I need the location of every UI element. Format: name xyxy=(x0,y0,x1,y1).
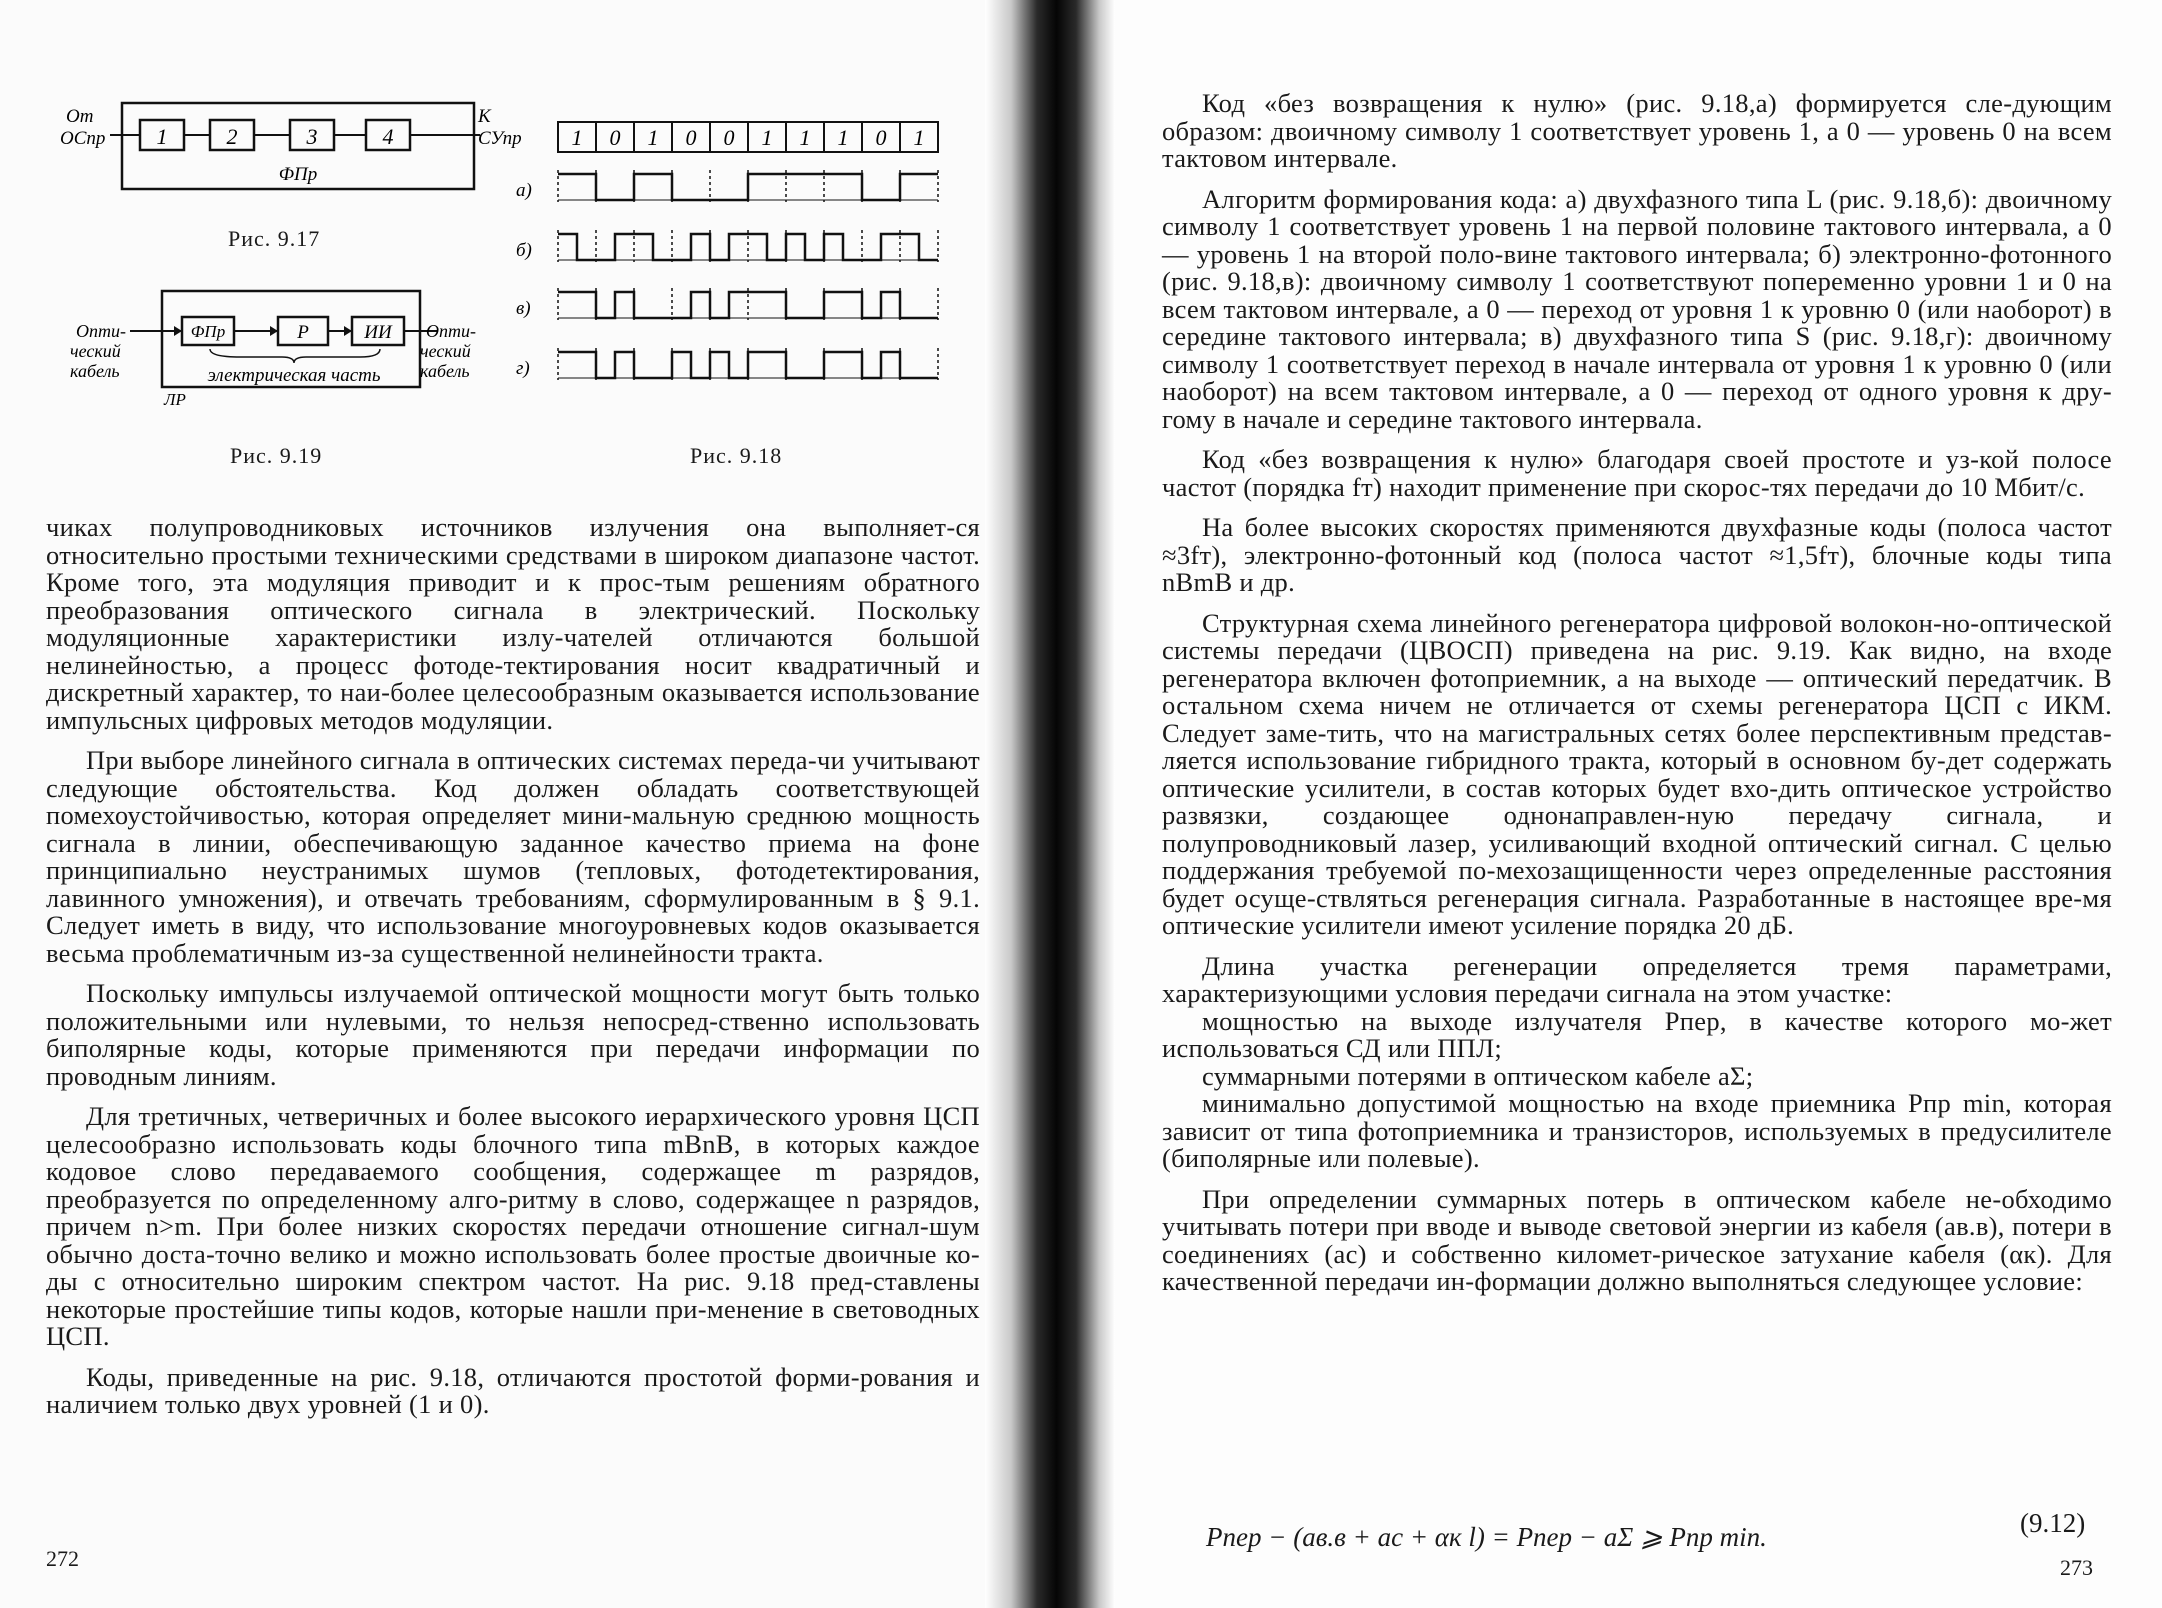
right-page-number: 273 xyxy=(2060,1555,2093,1580)
fig-9-19-right-label-2: ческий xyxy=(420,341,471,361)
right-body-text xyxy=(1162,90,2112,1296)
fig-9-17-input-label-top: От xyxy=(66,106,94,127)
fig-9-17-input-label-bottom: ОСпр xyxy=(60,128,106,149)
fig-9-17-block-3-label: 3 xyxy=(306,124,318,149)
fig-9-18-row-label: а) xyxy=(516,180,532,201)
fig-9-18-bit-label: 1 xyxy=(761,125,773,150)
fig-9-18-row-label: г) xyxy=(516,358,530,379)
right-paragraph-9: минимально допустимой мощностью на входе приемника Pпр min, которая зависит от типа фотоприемника и транзисторов, используемых в предусилителе (биполярные или полевые). xyxy=(1162,1088,2112,1173)
fig-9-19-block-r-label: Р xyxy=(297,322,309,343)
fig-9-19-right-label-1: Опти- xyxy=(426,321,476,341)
right-page xyxy=(1040,0,2162,1608)
fig-9-19-lr-label: ЛР xyxy=(164,390,186,409)
fig-9-19-block-fpr-label: ФПр xyxy=(190,322,226,341)
fig-9-18-waveform xyxy=(558,174,938,200)
left-body-text xyxy=(46,514,980,1419)
fig-9-18-bit-label: 1 xyxy=(647,125,659,150)
fig-9-17-block-4-label: 4 xyxy=(382,124,394,149)
figure-9-19-caption: Рис. 9.19 xyxy=(230,443,323,468)
fig-9-17-output-label-top: К xyxy=(478,106,491,127)
figure-9-17 xyxy=(60,100,520,205)
fig-9-18-bit-label: 1 xyxy=(913,125,925,150)
fig-9-18-bit-label: 1 xyxy=(799,125,811,150)
right-paragraph-6: Длина участка регенерации определяется тремя параметрами, характеризующими условия передачи сигнала на этом участке: xyxy=(1162,950,2112,1008)
fig-9-18-bit-label: 0 xyxy=(685,125,697,150)
right-paragraph-1: Код «без возвращения к нулю» (рис. 9.18,а) формируется сле-дующим образом: двоичному символу 1 соответствует уровень 1, а 0 — уровень 0 на всем тактовом интервале. xyxy=(1162,88,2112,173)
fig-9-17-frame-label: ФПр xyxy=(278,164,318,185)
fig-9-18-row-label: в) xyxy=(516,298,531,319)
fig-9-18-bit-row xyxy=(558,122,938,152)
fig-9-17-output-label-bottom: СУпр xyxy=(478,128,522,149)
fig-9-18-waveform xyxy=(558,352,938,378)
fig-9-18-bit-label: 0 xyxy=(875,125,887,150)
right-paragraph-10: При определении суммарных потерь в оптическом кабеле не-обходимо учитывать потери при вводе и выводе световой энергии из кабеля (aв.в), потери в соединениях (aс) и собственно километ-рическое затухание кабеля (αк). Для качественной передачи ин-формации должно выполняться следующее условие: xyxy=(1162,1183,2112,1296)
fig-9-18-bit-label: 0 xyxy=(609,125,621,150)
left-paragraph-5: Коды, приведенные на рис. 9.18, отличаются простотой форми-рования и наличием только двух уровней (1 и 0). xyxy=(46,1361,980,1419)
fig-9-18-waveforms xyxy=(516,170,938,380)
right-paragraph-3: Код «без возвращения к нулю» благодаря своей простоте и уз-кой полосе частот (порядка fт) находит применение при скорос-тях передачи до 10 Мбит/с. xyxy=(1162,444,2112,502)
right-paragraph-7: мощностью на выходе излучателя Pпер, в качестве которого мо-жет использоваться СД или ППЛ; xyxy=(1162,1005,2112,1063)
fig-9-18-bit-label: 1 xyxy=(571,125,583,150)
fig-9-19-electrical-part-label: электрическая часть xyxy=(207,365,381,386)
fig-9-17-block-1-label: 1 xyxy=(156,124,168,149)
fig-9-19-right-label-3: кабель xyxy=(420,361,470,381)
right-paragraph-2: Алгоритм формирования кода: а) двухфазного типа L (рис. 9.18,б): двоичному символу 1 соответствует уровень 1 на первой половине тактового интервала, а 0 — уровень 1 на второй поло-вине тактового интервала; б) электронно-фотонного (рис. 9.18,в): двоичному символу 1 соответствуют попеременно уровни 1 и 0 на всем тактовом интервале, а 0 — переход от уровня 1 к уровню 0 (или наоборот) в середине тактового интервала; в) двухфазного типа S (рис. 9.18,г): двоичному символу 1 соответствует переход в начале интервала от уровня 1 к уровню 0 (или наоборот) на всем тактовом интервале, а 0 — переход от одного уровня к дру-гому в начале и середине тактового интервала. xyxy=(1162,183,2112,434)
figure-9-18 xyxy=(508,118,958,418)
fig-9-18-row-label: б) xyxy=(516,240,532,261)
figure-9-18-caption: Рис. 9.18 xyxy=(690,443,783,468)
right-paragraph-8: суммарными потерями в оптическом кабеле aΣ; xyxy=(1202,1060,1754,1091)
fig-9-19-left-label-2: ческий xyxy=(70,341,121,361)
left-paragraph-2: При выборе линейного сигнала в оптических системах переда-чи учитывают следующие обстоятельства. Код должен обладать соответствующей помехоустойчивостью, которая определяет мини-мальную среднюю мощность сигнала в линии, обеспечивающую заданное качество приема на фоне принципиально неустранимых шумов (тепловых, фотодетектирования, лавинного умножения), и отвечать требованиям, сформулированным в § 9.1. Следует иметь в виду, что использование многоуровневых кодов оказывается весьма проблематичным из-за существенной нелинейности тракта. xyxy=(46,745,980,968)
fig-9-18-bit-label: 1 xyxy=(837,125,849,150)
left-page xyxy=(0,0,1040,1608)
right-paragraph-5: Структурная схема линейного регенератора цифровой волокон-но-оптической системы передачи (ЦВОСП) приведена на рис. 9.19. Как видно, на входе регенератора включен фотоприемник, а на выходе — оптический передатчик. В остальном схема ничем не отличается от схемы регенератора ЦСП с ИКМ. Следует заме-тить, что на магистральных сетях более перспективным представ-ляется использование гибридного тракта, который в основном бу-дет содержать оптические усилители, в состав которых будет вхо-дить оптическое устройство развязки, создающее однонаправлен-ную передачу сигнала, и полупроводниковый лазер, усиливающий входной оптический сигнал. С целью поддержания требуемой по-мехозащищенности через определенные расстояния будет осуще-ствляться регенерация сигнала. Разработанные в настоящее вре-мя оптические усилители имеют усиление порядка 20 дБ. xyxy=(1162,607,2112,940)
figure-9-17-caption: Рис. 9.17 xyxy=(228,226,321,251)
figure-9-19 xyxy=(70,285,490,410)
fig-9-19-left-label-3: кабель xyxy=(70,361,120,381)
fig-9-19-left-label-1: Опти- xyxy=(76,321,126,341)
fig-9-18-bit-label: 0 xyxy=(723,125,735,150)
left-paragraph-1: чиках полупроводниковых источников излучения она выполняет-ся относительно простыми техническими средствами в широком диапазоне частот. Кроме того, эта модуляция приводит и к прос-тым решениям обратного преобразования оптического сигнала в электрический. Поскольку модуляционные характеристики излу-чателей отличаются большой нелинейностью, а процесс фотоде-тектирования носит квадратичный и дискретный характер, то наи-более целесообразным оказывается использование импульсных цифровых методов модуляции. xyxy=(46,512,980,735)
right-paragraph-4: На более высоких скоростях применяются двухфазные коды (полоса частот ≈3fт), электронно-фотонный код (полоса частот ≈1,5fт), блочные коды типа nBmB и др. xyxy=(1162,512,2112,597)
formula-9-12: Pпер − (aв.в + aс + αк l) = Pпер − aΣ ⩾ Pпр min. xyxy=(1206,1522,1767,1552)
formula-number: (9.12) xyxy=(2020,1508,2086,1538)
left-paragraph-4: Для третичных, четверичных и более высокого иерархического уровня ЦСП целесообразно использовать коды блочного типа mBnB, в которых каждое кодовое слово передаваемого сообщения, содержащее m разрядов, преобразуется по определенному алго-ритму в слово, содержащее n разрядов, причем n>m. При более низких скоростях передачи отношение сигнал-шум обычно доста-точно велико и можно использовать более простые двоичные ко-ды с относительно широким спектром частот. На рис. 9.18 пред-ставлены некоторые простейшие типы кодов, которые нашли при-менение в световодных ЦСП. xyxy=(46,1101,980,1351)
left-page-number: 272 xyxy=(46,1546,79,1571)
fig-9-17-block-2-label: 2 xyxy=(226,124,238,149)
book-gutter xyxy=(985,0,1115,1608)
fig-9-19-block-ii-label: ИИ xyxy=(364,322,392,343)
left-paragraph-3: Поскольку импульсы излучаемой оптической мощности могут быть только положительными или нулевыми, то нельзя непосред-ственно использовать биполярные коды, которые применяются при передачи информации по проводным линиям. xyxy=(46,978,980,1091)
